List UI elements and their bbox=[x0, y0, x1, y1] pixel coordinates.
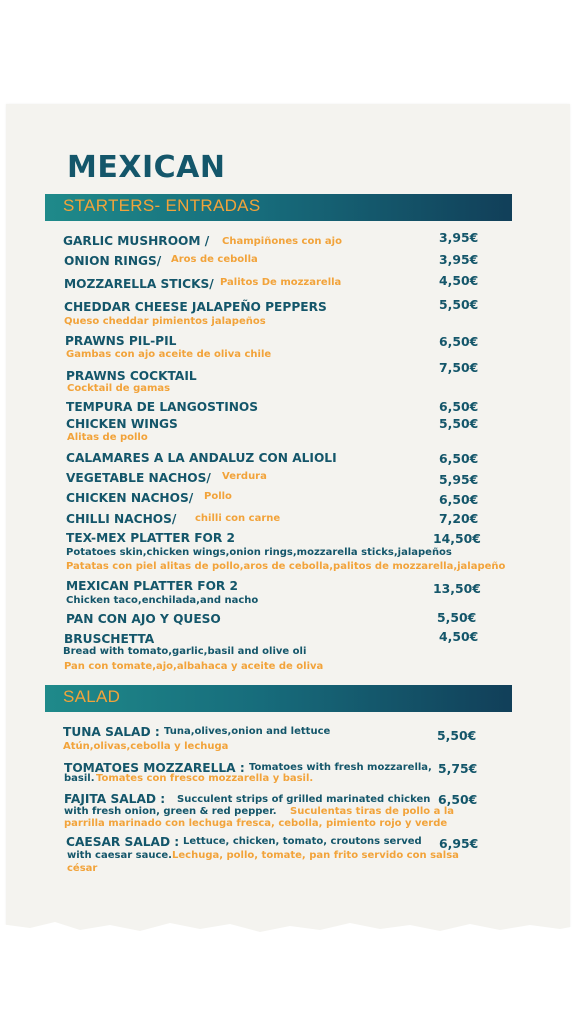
menu-item-name: TOMATOES MOZZARELLA : bbox=[64, 761, 245, 775]
menu-item-price: 6,50€ bbox=[439, 451, 479, 466]
menu-item-name: GARLIC MUSHROOM / bbox=[63, 234, 210, 248]
menu-item-spanish: parrilla marinado con lechuga fresca, cebolla, pimiento rojo y verde bbox=[64, 818, 448, 829]
menu-item-price: 4,50€ bbox=[439, 273, 479, 288]
menu-item-spanish: Alitas de pollo bbox=[67, 432, 148, 443]
menu-item-spanish: Pollo bbox=[204, 491, 232, 502]
menu-item-name: TEMPURA DE LANGOSTINOS bbox=[66, 400, 259, 414]
menu-item-price: 13,50€ bbox=[433, 581, 481, 596]
menu-item-spanish: chilli con carne bbox=[195, 513, 281, 524]
torn-paper-edge bbox=[0, 918, 576, 958]
menu-item-spanish: Pan con tomate,ajo,albahaca y aceite de oliva bbox=[64, 661, 324, 672]
menu-item-spanish: Tomates con fresco mozzarella y basil. bbox=[96, 773, 314, 784]
menu-item-spanish: Queso cheddar pimientos jalapeños bbox=[64, 316, 266, 327]
menu-item-name: TUNA SALAD : bbox=[63, 725, 160, 739]
menu-item-english: Potatoes skin,chicken wings,onion rings,mozzarella sticks,jalapeños bbox=[66, 547, 452, 558]
menu-item-name: VEGETABLE NACHOS/ bbox=[66, 471, 211, 485]
menu-item-price: 5,50€ bbox=[437, 728, 477, 743]
menu-item-name: CHEDDAR CHEESE JALAPEÑO PEPPERS bbox=[64, 300, 327, 314]
menu-item-price: 14,50€ bbox=[433, 531, 481, 546]
menu-item-spanish: Gambas con ajo aceite de oliva chile bbox=[66, 349, 272, 360]
menu-item-price: 3,95€ bbox=[439, 230, 479, 245]
section-header-label: SALAD bbox=[63, 687, 121, 706]
menu-item-price: 7,20€ bbox=[439, 511, 479, 526]
menu-item-english: Tomatoes with fresh mozzarella, bbox=[249, 762, 432, 773]
menu-item-name: PRAWNS COCKTAIL bbox=[66, 369, 197, 383]
section-header-starters bbox=[45, 194, 512, 221]
menu-item-name: MOZZARELLA STICKS/ bbox=[64, 277, 214, 291]
menu-item-name: PAN CON AJO Y QUESO bbox=[66, 612, 221, 626]
menu-item-spanish: Atún,olivas,cebolla y lechuga bbox=[63, 741, 229, 752]
menu-item-spanish: Verdura bbox=[222, 471, 267, 482]
menu-item-name: CHICKEN WINGS bbox=[66, 417, 178, 431]
menu-item-name: FAJITA SALAD : bbox=[64, 792, 166, 806]
menu-item-spanish: césar bbox=[67, 863, 98, 874]
menu-item-price: 7,50€ bbox=[439, 360, 479, 375]
menu-item-name: ONION RINGS/ bbox=[64, 254, 162, 268]
menu-item-name: BRUSCHETTA bbox=[64, 632, 155, 646]
menu-item-english: Tuna,olives,onion and lettuce bbox=[164, 726, 331, 737]
menu-item-name: MEXICAN PLATTER FOR 2 bbox=[66, 579, 239, 593]
menu-item-name: CHICKEN NACHOS/ bbox=[66, 491, 194, 505]
menu-item-spanish: Palitos De mozzarella bbox=[220, 277, 342, 288]
menu-item-price: 6,50€ bbox=[439, 334, 479, 349]
menu-item-price: 5,50€ bbox=[439, 416, 479, 431]
menu-item-price: 5,50€ bbox=[439, 297, 479, 312]
menu-item-english: Chicken taco,enchilada,and nacho bbox=[66, 595, 259, 606]
menu-item-name: TEX-MEX PLATTER FOR 2 bbox=[66, 531, 236, 545]
menu-item-spanish: Suculentas tiras de pollo a la bbox=[290, 806, 455, 817]
section-header-salad bbox=[45, 685, 512, 712]
menu-item-name: CHILLI NACHOS/ bbox=[66, 512, 177, 526]
menu-item-price: 3,95€ bbox=[439, 252, 479, 267]
menu-item-price: 6,50€ bbox=[439, 399, 479, 414]
menu-item-spanish: Lechuga, pollo, tomate, pan frito servido con salsa bbox=[172, 850, 459, 861]
menu-item-name: CALAMARES A LA ANDALUZ CON ALIOLI bbox=[66, 451, 337, 465]
menu-item-english: Bread with tomato,garlic,basil and olive oli bbox=[63, 646, 307, 657]
menu-item-english: Succulent strips of grilled marinated chicken bbox=[177, 794, 431, 805]
menu-item-spanish: Patatas con piel alitas de pollo,aros de cebolla,palitos de mozzarella,jalapeño bbox=[66, 561, 506, 572]
menu-item-name: CAESAR SALAD : bbox=[66, 835, 180, 849]
menu-item-price: 6,50€ bbox=[438, 792, 478, 807]
menu-title: MEXICAN bbox=[67, 150, 226, 185]
menu-item-name: PRAWNS PIL-PIL bbox=[65, 334, 177, 348]
menu-item-price: 5,50€ bbox=[437, 610, 477, 625]
menu-item-english: basil. bbox=[64, 773, 95, 784]
menu-item-spanish: Aros de cebolla bbox=[171, 254, 258, 265]
section-header-label: STARTERS- ENTRADAS bbox=[63, 196, 261, 215]
menu-item-english: with caesar sauce. bbox=[67, 850, 172, 861]
menu-item-price: 6,95€ bbox=[439, 836, 479, 851]
menu-item-spanish: Cocktail de gamas bbox=[67, 383, 171, 394]
menu-item-price: 6,50€ bbox=[439, 492, 479, 507]
menu-item-price: 5,75€ bbox=[438, 761, 478, 776]
menu-item-english: with fresh onion, green & red pepper. bbox=[64, 806, 277, 817]
menu-item-price: 5,95€ bbox=[439, 472, 479, 487]
menu-item-english: Lettuce, chicken, tomato, croutons served bbox=[183, 836, 422, 847]
menu-item-spanish: Champiñones con ajo bbox=[222, 236, 342, 247]
menu-item-price: 4,50€ bbox=[439, 629, 479, 644]
